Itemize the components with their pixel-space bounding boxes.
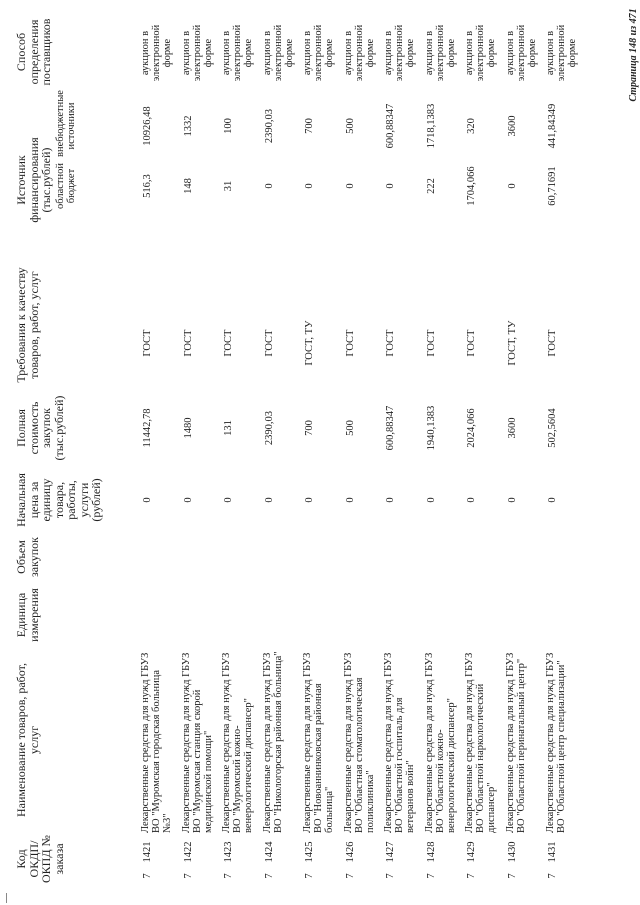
cell-req: ГОСТ, ТУ <box>304 320 315 366</box>
cell-name: Лекарственные средства для нужд ГБУЗ ВО "Муромский кожно-венерологический диспансер" <box>221 652 254 833</box>
cell-price: 0 <box>385 497 396 503</box>
cell-code: 7 <box>547 873 558 879</box>
margin-mark <box>6 893 7 903</box>
cell-price: 0 <box>304 497 315 503</box>
cell-code: 7 <box>182 873 194 879</box>
cell-code: 7 <box>223 873 234 879</box>
cell-total: 502,5604 <box>547 408 558 448</box>
cell-code: 7 <box>304 873 315 879</box>
cell-code: 7 <box>506 873 518 879</box>
header-name: Наименование товаров, работ, услуг <box>14 663 41 817</box>
cell-extra: 700 <box>304 118 315 134</box>
header-method: Способ определения поставщиков <box>14 18 53 86</box>
cell-regional: 60,71691 <box>547 166 558 206</box>
cell-name: Лекарственные средства для нужд ГБУЗ ВО "Никологорская районная больница" <box>261 651 284 833</box>
cell-price: 0 <box>142 497 153 503</box>
cell-total: 1480 <box>182 417 194 439</box>
cell-method: аукцион в электронной форме <box>545 24 578 82</box>
cell-total: 2024,066 <box>466 408 477 448</box>
cell-extra: 100 <box>223 118 234 134</box>
cell-req: ГОСТ <box>223 329 234 357</box>
cell-req: ГОСТ <box>547 329 558 357</box>
cell-extra: 1718,1383 <box>425 103 437 149</box>
cell-regional: 0 <box>304 183 315 189</box>
cell-total: 700 <box>304 420 315 436</box>
cell-req: ГОСТ <box>142 329 153 357</box>
cell-method: аукцион в электронной форме <box>302 24 335 82</box>
header-code: Код ОКДП/ ОКПД № заказа <box>14 835 66 883</box>
cell-regional: 516,3 <box>142 174 153 198</box>
cell-req: ГОСТ, ТУ <box>506 320 518 366</box>
cell-code: 7 <box>466 873 477 879</box>
cell-regional: 222 <box>425 178 437 194</box>
cell-extra: 600,88347 <box>385 103 396 149</box>
cell-code: 7 <box>344 873 356 879</box>
cell-method: аукцион в электронной форме <box>342 24 376 82</box>
cell-extra: 320 <box>466 118 477 134</box>
cell-regional: 148 <box>182 178 194 194</box>
cell-method: аукцион в электронной форме <box>464 24 497 82</box>
cell-method: аукцион в электронной форме <box>383 24 416 82</box>
cell-regional: 0 <box>263 183 275 189</box>
cell-extra: 10926,48 <box>142 106 153 146</box>
cell-total: 2390,03 <box>263 410 275 446</box>
header-volume: Объем закупок <box>14 537 41 577</box>
cell-name: Лекарственные средства для нужд ГБУЗ ВО "Областная стоматологическая поликлиника" <box>342 652 376 833</box>
cell-total: 500 <box>344 420 356 436</box>
cell-method: аукцион в электронной форме <box>261 24 295 82</box>
cell-method: аукцион в электронной форме <box>180 24 214 82</box>
cell-regional: 1704,066 <box>466 166 477 206</box>
cell-name: Лекарственные средства для нужд ГБУЗ ВО "Областной госпиталь для ветеранов войн" <box>383 652 416 833</box>
cell-total: 600,88347 <box>385 405 396 451</box>
cell-price: 0 <box>182 497 194 503</box>
cell-regional: 31 <box>223 180 234 192</box>
cell-code: 7 <box>385 873 396 879</box>
cell-num: 1430 <box>506 841 518 863</box>
cell-req: ГОСТ <box>344 329 356 357</box>
cell-num: 1421 <box>142 841 153 863</box>
header-source-extra: внебюджетные источники <box>55 90 77 157</box>
cell-method: аукцион в электронной форме <box>504 24 538 82</box>
cell-method: аукцион в электронной форме <box>140 24 173 82</box>
cell-extra: 2390,03 <box>263 108 275 144</box>
cell-price: 0 <box>466 497 477 503</box>
cell-num: 1423 <box>223 841 234 863</box>
cell-req: ГОСТ <box>385 329 396 357</box>
cell-name: Лекарственные средства для нужд ГБУЗ ВО "Муромская станция скорой медицинской помощи" <box>180 652 214 833</box>
header-price: Начальная цена за единицу товара, работы, услуги (рублей) <box>14 473 103 527</box>
cell-num: 1426 <box>344 841 356 863</box>
cell-extra: 441,84349 <box>547 103 558 149</box>
cell-regional: 0 <box>385 183 396 189</box>
header-total: Полная стоимость закупок (тыс.рублей) <box>14 395 66 461</box>
header-unit: Единица измерения <box>14 588 41 642</box>
cell-num: 1427 <box>385 841 396 863</box>
cell-total: 1940,1383 <box>425 405 437 451</box>
cell-price: 0 <box>263 497 275 503</box>
cell-price: 0 <box>425 497 437 503</box>
page-number: Страница 148 из 471 <box>628 8 639 102</box>
cell-extra: 1332 <box>182 115 194 137</box>
cell-method: аукцион в электронной форме <box>423 24 457 82</box>
cell-regional: 0 <box>344 183 356 189</box>
cell-num: 1428 <box>425 841 437 863</box>
cell-regional: 0 <box>506 183 518 189</box>
cell-code: 7 <box>425 873 437 879</box>
cell-num: 1424 <box>263 841 275 863</box>
cell-req: ГОСТ <box>263 329 275 357</box>
cell-total: 3600 <box>506 417 518 439</box>
cell-total: 131 <box>223 420 234 436</box>
cell-req: ГОСТ <box>425 329 437 357</box>
cell-total: 11442,78 <box>142 408 153 448</box>
cell-num: 1431 <box>547 841 558 863</box>
cell-name: Лекарственные средства для нужд ГБУЗ ВО "Областной перинатальный центр" <box>504 652 527 833</box>
cell-name: Лекарственные средства для нужд ГБУЗ ВО "Областной кожно-венерологический диспансер" <box>423 652 457 833</box>
cell-name: Лекарственные средства для нужд ГБУЗ ВО "Муромская городская больница №3" <box>140 652 173 833</box>
header-requirements: Требования к качеству товаров, работ, услуг <box>14 267 41 383</box>
header-source-regional: областной бюджет <box>55 163 77 209</box>
cell-name: Лекарственные средства для нужд ГБУЗ ВО "Новоаннинковская районная больница" <box>302 652 335 833</box>
cell-extra: 500 <box>344 118 356 134</box>
cell-num: 1425 <box>304 841 315 863</box>
cell-price: 0 <box>223 497 234 503</box>
cell-price: 0 <box>506 497 518 503</box>
cell-name: Лекарственные средства для нужд ГБУЗ ВО "Областной наркологический диспансер" <box>464 652 497 833</box>
cell-price: 0 <box>344 497 356 503</box>
cell-price: 0 <box>547 497 558 503</box>
cell-name: Лекарственные средства для нужд ГБУЗ ВО "Областной центр специализации" <box>545 652 567 833</box>
cell-method: аукцион в электронной форме <box>221 24 254 82</box>
cell-req: ГОСТ <box>466 329 477 357</box>
cell-code: 7 <box>142 873 153 879</box>
cell-num: 1422 <box>182 841 194 863</box>
cell-req: ГОСТ <box>182 329 194 357</box>
header-source: Источник финансирования (тыс.рублей) <box>14 137 53 223</box>
cell-num: 1429 <box>466 841 477 863</box>
cell-code: 7 <box>263 873 275 879</box>
cell-extra: 3600 <box>506 115 518 137</box>
